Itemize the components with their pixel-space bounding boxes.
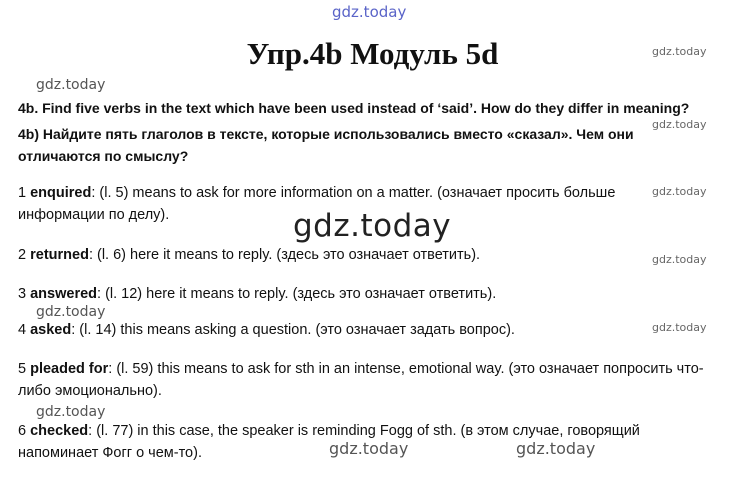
watermark-right: gdz.today [652,185,707,198]
answer-text: : (l. 6) here it means to reply. (здесь это означает ответить). [88,247,481,263]
answer-item [18,420,668,464]
answer-text: : (l. 5) means to ask for more information on a matter. (означает просить больше информации по делу). [18,185,616,223]
watermark-right: gdz.today [652,253,707,266]
watermark-large: gdz.today [293,208,452,244]
answer-item [18,182,650,226]
answer-text: : (l. 12) here it means to reply. (здесь это означает ответить). [97,286,497,302]
answer-verb: checked [30,423,89,439]
answer-item [18,358,718,402]
answer-number: 1 [18,185,27,201]
watermark-left: gdz.today [36,404,106,420]
answer-verb: enquired [30,185,92,201]
answer-verb: returned [30,247,89,263]
answer-text: : (l. 59) this means to ask for sth in an intense, emotional way. (это означает попросить что-либо эмоционально). [18,361,704,399]
answer-verb: pleaded for [30,361,109,377]
answer-number: 4 [18,322,27,338]
watermark-right: gdz.today [652,45,707,58]
task-english: 4b. Find five verbs in the text which have been used instead of ‘said’. How do they differ in meaning? [18,100,690,116]
answer-verb: asked [30,322,72,338]
watermark-left: gdz.today [36,77,106,93]
watermark-bottom: gdz.today [516,439,596,458]
answer-verb: answered [30,286,98,302]
watermark-top: gdz.today [332,3,407,21]
watermark-right: gdz.today [652,321,707,334]
task-russian: 4b) Найдите пять глаголов в тексте, которые использовались вместо «сказал». Чем они отличаются по смыслу? [18,126,634,164]
answer-text: : (l. 77) in this case, the speaker is reminding Fogg of sth. (в этом случае, говорящий напоминает Фогг о чем-то). [18,423,640,461]
page-title: Упр.4b Модуль 5d [246,36,499,71]
watermark-right: gdz.today [652,118,707,131]
answer-text: : (l. 14) this means asking a question. (это означает задать вопрос). [71,322,515,338]
answer-number: 5 [18,361,27,377]
watermark-bottom: gdz.today [329,439,409,458]
answer-item [18,319,718,341]
answer-item [18,244,718,266]
answer-number: 3 [18,286,27,302]
answer-number: 6 [18,423,27,439]
answer-number: 2 [18,247,27,263]
watermark-left: gdz.today [36,304,106,320]
answer-item [18,283,718,305]
